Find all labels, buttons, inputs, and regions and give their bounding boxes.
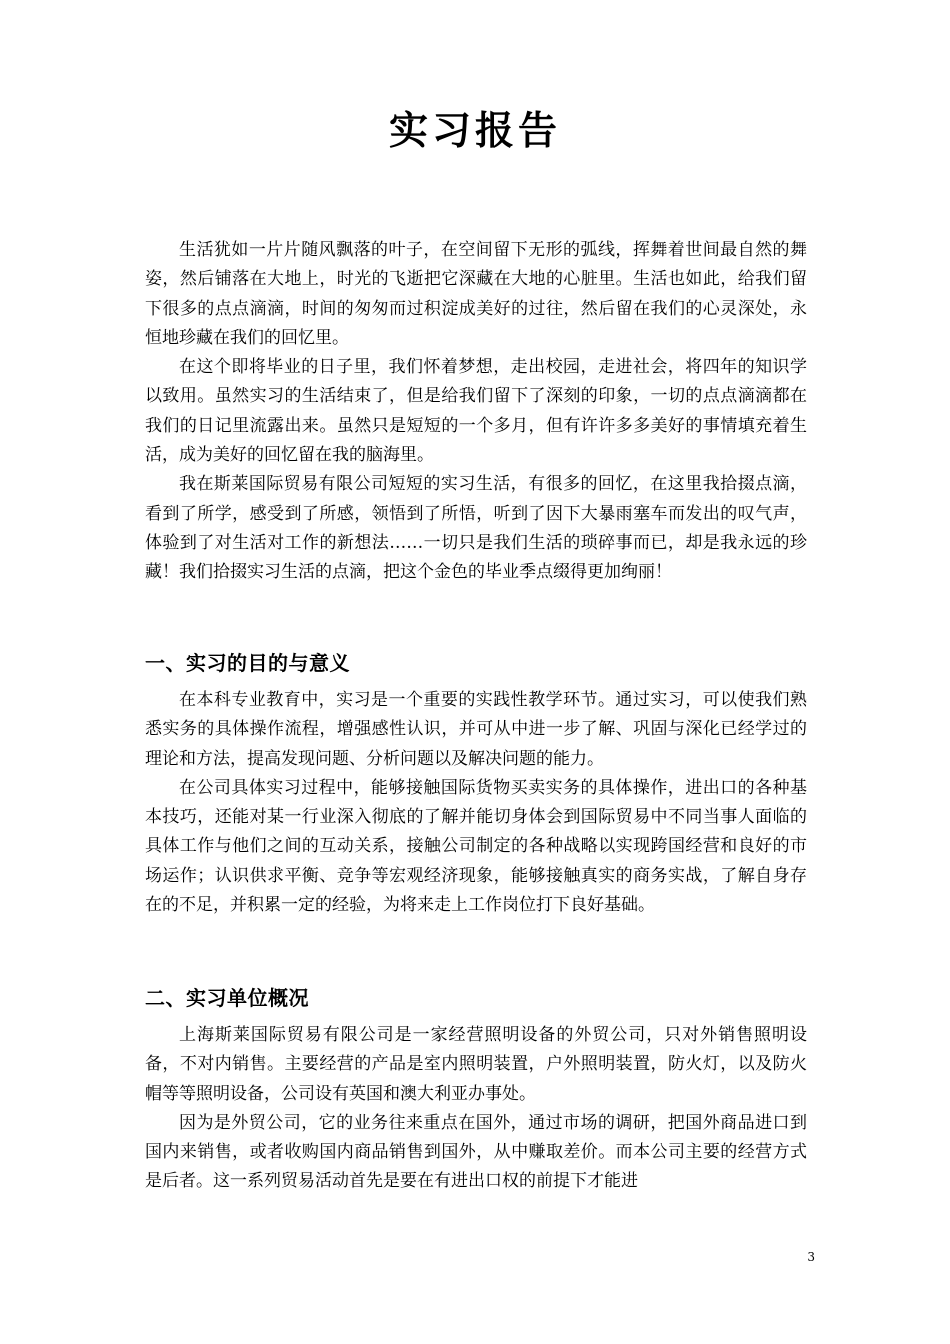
intro-section [145, 236, 807, 588]
section-paragraph: 上海斯莱国际贸易有限公司是一家经营照明设备的外贸公司，只对外销售照明设备，不对内销售。主要经营的产品是室内照明装置，户外照明装置，防火灯，以及防火帽等等照明设备，公司设有英国和澳大利亚办事处。 [145, 1025, 807, 1104]
page-number: 3 [807, 1250, 815, 1264]
intro-paragraph: 我在斯莱国际贸易有限公司短短的实习生活，有很多的回忆，在这里我拾掇点滴，看到了所学，感受到了所感，领悟到了所悟，听到了因下大暴雨塞车而发出的叹气声，体验到了对生活对工作的新想法……一切只是我们生活的琐碎事而已，却是我永远的珍藏！我们拾掇实习生活的点滴，把这个金色的毕业季点缀得更加绚丽！ [145, 474, 807, 583]
section-paragraph: 在公司具体实习过程中，能够接触国际货物买卖实务的具体操作，进出口的各种基本技巧，还能对某一行业深入彻底的了解并能切身体会到国际贸易中不同当事人面临的具体工作与他们之间的互动关系，接触公司制定的各种战略以实现跨国经营和良好的市场运作；认识供求平衡、竞争等宏观经济现象，能够接触真实的商务实战，了解自身存在的不足，并积累一定的经验，为将来走上工作岗位打下良好基础。 [145, 777, 807, 916]
section-heading: 一、实习的目的与意义 [145, 651, 350, 675]
intro-paragraph: 在这个即将毕业的日子里，我们怀着梦想，走出校园，走进社会，将四年的知识学以致用。虽然实习的生活结束了，但是给我们留下了深刻的印象，一切的点点滴滴都在我们的日记里流露出来。虽然只是短短的一个多月，但有许许多多美好的事情填充着生活，成为美好的回忆留在我的脑海里。 [145, 357, 807, 466]
section-paragraph: 在本科专业教育中，实习是一个重要的实践性教学环节。通过实习，可以使我们熟悉实务的具体操作流程，增强感性认识，并可从中进一步了解、巩固与深化已经学过的理论和方法，提高发现问题、分析问题以及解决问题的能力。 [145, 690, 807, 769]
section-company-overview [145, 985, 807, 1197]
page-title: 实习报告 [388, 109, 561, 154]
intro-paragraph: 生活犹如一片片随风飘落的叶子，在空间留下无形的弧线，挥舞着世间最自然的舞姿，然后铺落在大地上，时光的飞逝把它深藏在大地的心脏里。生活也如此，给我们留下很多的点点滴滴，时间的匆匆而过积淀成美好的过往，然后留在我们的心灵深处，永恒地珍藏在我们的回忆里。 [145, 240, 807, 348]
section-paragraph: 因为是外贸公司，它的业务往来重点在国外，通过市场的调研，把国外商品进口到国内来销售，或者收购国内商品销售到国外，从中赚取差价。而本公司主要的经营方式是后者。这一系列贸易活动首先是要在有进出口权的前提下才能进 [145, 1112, 807, 1192]
section-purpose [145, 650, 807, 920]
section-heading: 二、实习单位概况 [145, 986, 309, 1010]
